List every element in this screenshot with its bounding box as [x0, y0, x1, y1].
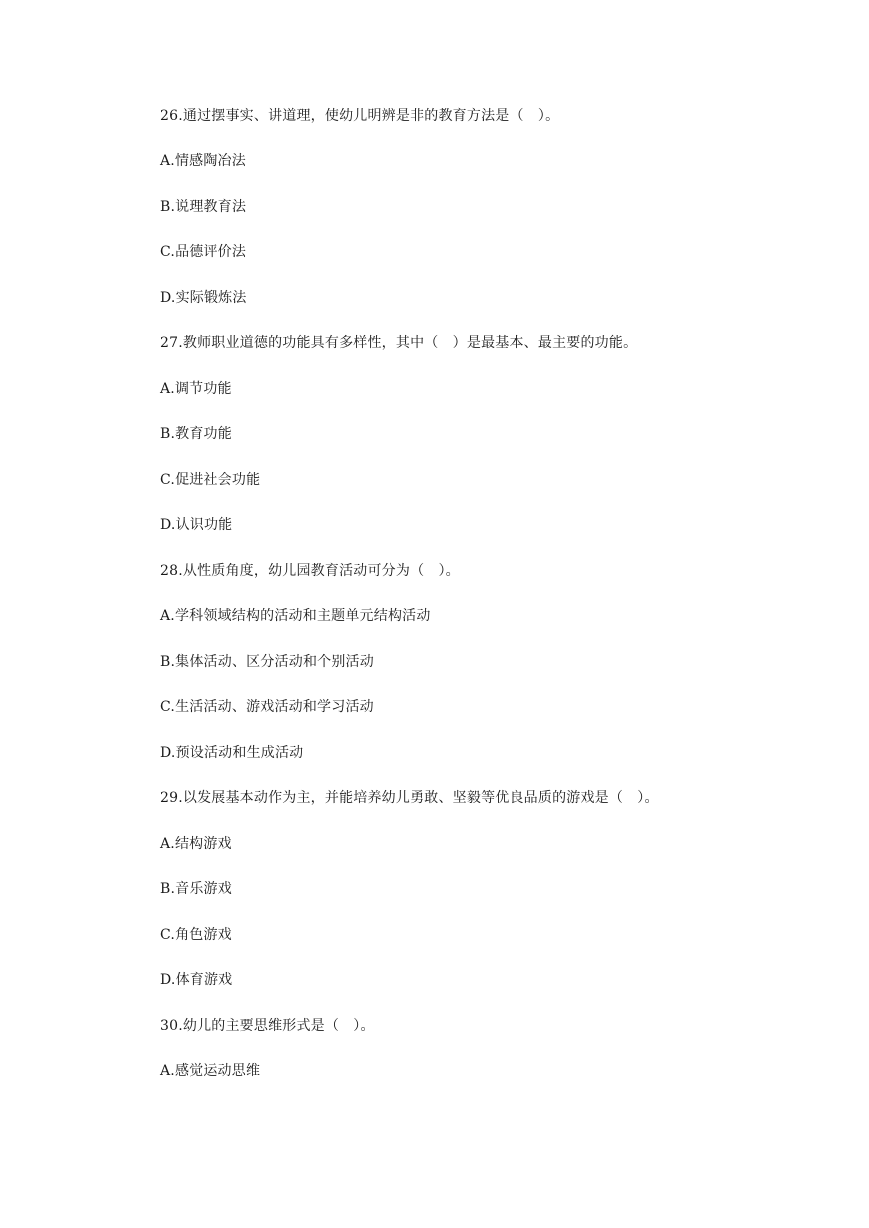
question-27-option-c: C.促进社会功能: [160, 472, 261, 488]
question-27-option-d: D.认识功能: [160, 517, 233, 533]
question-29-option-a: A.结构游戏: [160, 836, 232, 852]
question-29-stem: 29.以发展基本动作为主，并能培养幼儿勇敢、坚毅等优良品质的游戏是（ ）。: [160, 790, 659, 806]
question-29-option-c: C.角色游戏: [160, 927, 232, 943]
question-26-option-c: C.品德评价法: [160, 244, 247, 260]
question-27-stem: 27.教师职业道德的功能具有多样性，其中（ ）是最基本、最主要的功能。: [160, 335, 638, 351]
question-30-option-a: A.感觉运动思维: [160, 1063, 261, 1079]
question-28-option-b: B.集体活动、区分活动和个别活动: [160, 654, 374, 670]
question-28-stem: 28.从性质角度，幼儿园教育活动可分为（ ）。: [160, 563, 460, 579]
question-27-option-a: A.调节功能: [160, 381, 232, 397]
question-26-option-b: B.说理教育法: [160, 199, 247, 215]
question-29-option-b: B.音乐游戏: [160, 881, 232, 897]
question-26-option-a: A.情感陶冶法: [160, 153, 246, 169]
question-28-option-a: A.学科领域结构的活动和主题单元结构活动: [160, 608, 431, 624]
question-27-option-b: B.教育功能: [160, 426, 232, 442]
question-28-option-d: D.预设活动和生成活动: [160, 745, 304, 761]
question-26-option-d: D.实际锻炼法: [160, 290, 247, 306]
question-30-stem: 30.幼儿的主要思维形式是（ ）。: [160, 1018, 375, 1034]
question-29-option-d: D.体育游戏: [160, 972, 233, 988]
question-28-option-c: C.生活活动、游戏活动和学习活动: [160, 699, 374, 715]
question-26-stem: 26.通过摆事实、讲道理，使幼儿明辨是非的教育方法是（ ）。: [160, 108, 560, 124]
